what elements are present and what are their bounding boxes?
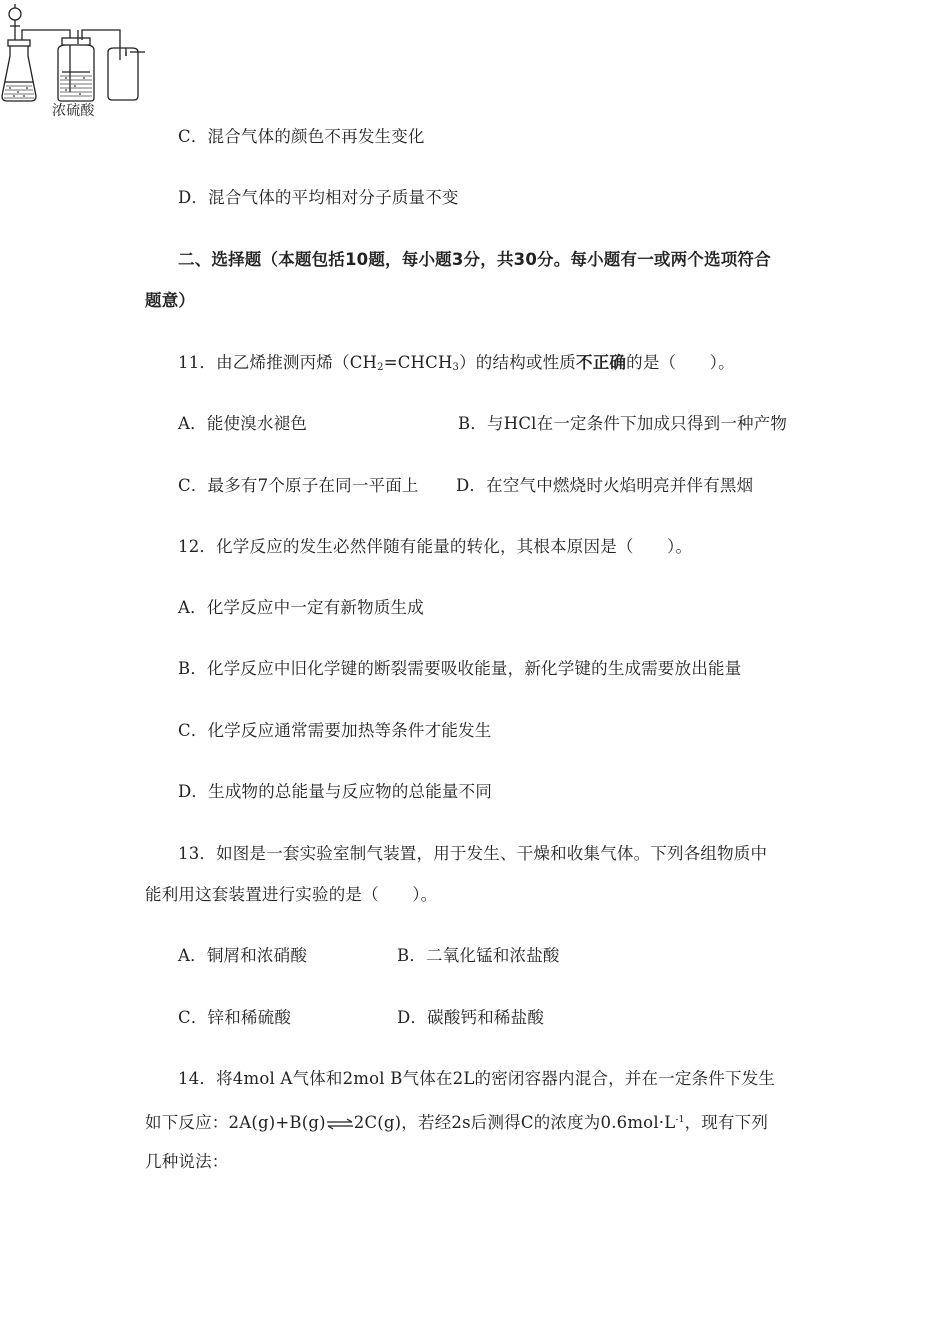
q13-stem: 13．如图是一套实验室制气装置，用于发生、干燥和收集气体。下列各组物质中 <box>178 844 768 863</box>
q14-text: 2C(g)，若经2s后测得C的浓度为0.6mol·L <box>353 1113 676 1132</box>
q11-option-c: C．最多有7个原子在同一平面上 <box>178 476 419 495</box>
q11-emphasis: 不正确 <box>576 353 627 372</box>
section-heading: 二、选择题（本题包括10题，每小题3分，共30分。每小题有一或两个选项符合 <box>178 250 771 269</box>
q11-option-b: B．与HCl在一定条件下加成只得到一种产物 <box>458 414 788 433</box>
q11-stem <box>178 352 735 379</box>
subscript: 2 <box>377 362 384 373</box>
q10-option-d: D．混合气体的平均相对分子质量不变 <box>178 188 459 207</box>
q14-stem-cont <box>145 1109 768 1134</box>
q14-text: ，现有下列 <box>684 1113 769 1132</box>
q13-option-d: D．碳酸钙和稀盐酸 <box>397 1008 545 1027</box>
q12-option-b: B．化学反应中旧化学键的断裂需要吸收能量，新化学键的生成需要放出能量 <box>178 659 742 678</box>
q13-option-c: C．锌和稀硫酸 <box>178 1008 292 1027</box>
q12-option-d: D．生成物的总能量与反应物的总能量不同 <box>178 782 493 801</box>
q12-option-a: A．化学反应中一定有新物质生成 <box>178 598 424 617</box>
q11-stem-text: ）的结构或性质 <box>459 353 577 372</box>
q12-stem: 12．化学反应的发生必然伴随有能量的转化，其根本原因是（ ）。 <box>178 537 693 556</box>
q11-option-a: A．能使溴水褪色 <box>178 414 308 433</box>
q12-option-c: C．化学反应通常需要加热等条件才能发生 <box>178 721 492 740</box>
q13-stem-cont: 能利用这套装置进行实验的是（ ）。 <box>145 885 438 904</box>
q10-option-c: C．混合气体的颜色不再发生变化 <box>178 127 425 146</box>
q14-stem-cont2: 几种说法： <box>145 1152 229 1171</box>
q13-option-b: B．二氧化锰和浓盐酸 <box>397 946 560 965</box>
apparatus-label: 浓硫酸 <box>52 103 95 119</box>
q13-option-a: A．铜屑和浓硝酸 <box>178 946 308 965</box>
section-heading-cont: 题意） <box>145 291 196 310</box>
q11-option-d: D．在空气中燃烧时火焰明亮并伴有黑烟 <box>456 476 754 495</box>
superscript: -1 <box>675 1115 685 1125</box>
gas-apparatus-figure <box>0 0 150 122</box>
q14-stem: 14．将4mol A气体和2mol B气体在2L的密闭容器内混合，并在一定条件下发生 <box>178 1069 776 1088</box>
q11-stem-text: 11．由乙烯推测丙烯（CH <box>178 353 378 372</box>
subscript: 3 <box>452 362 460 373</box>
q14-text: 如下反应：2A(g)+B(g) <box>145 1113 326 1132</box>
equilibrium-arrow-icon <box>326 1118 354 1130</box>
q11-stem-text: =CHCH <box>383 353 453 372</box>
q11-stem-text: 的是（ ）。 <box>626 353 735 372</box>
